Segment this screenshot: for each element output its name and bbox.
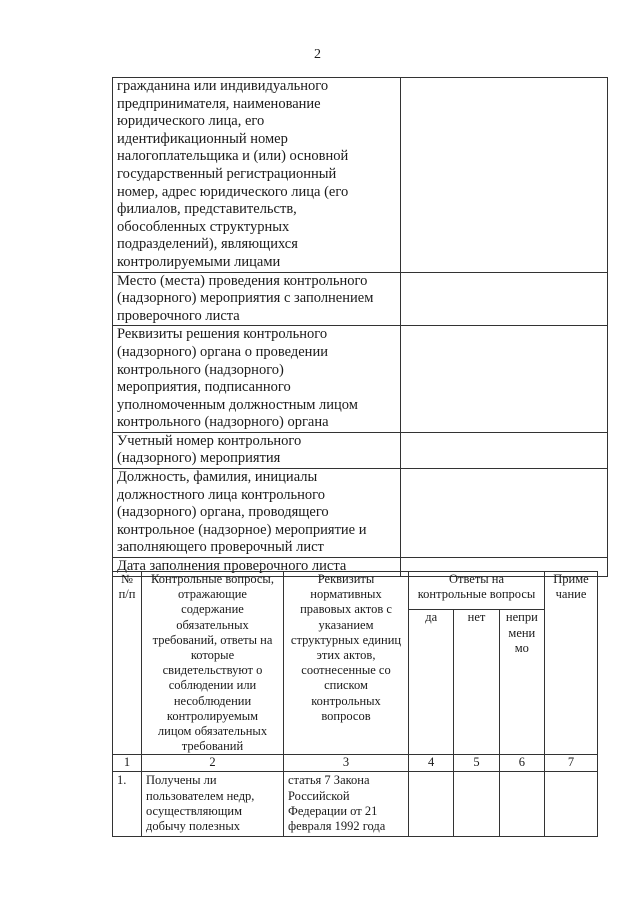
header-questions [142, 572, 284, 755]
column-number: 1 [113, 755, 142, 772]
header-yes [409, 610, 454, 755]
header-requisites-line: структурных единиц [290, 632, 402, 647]
info-row-label-line: уполномоченным должностным лицом [117, 396, 358, 413]
header-requisites-line: указанием [318, 617, 374, 632]
question-text-line: Получены ли [146, 773, 217, 788]
note-cell[interactable] [545, 772, 598, 837]
header-answers [409, 572, 545, 610]
info-row-label [113, 78, 401, 273]
header-requisites-line: вопросов [321, 708, 371, 723]
control-questions-table [112, 571, 598, 837]
answer-yes-cell[interactable] [409, 772, 454, 837]
info-row-label-line: (надзорного) мероприятия [117, 450, 281, 467]
question-requisites-line: февраля 1992 года [288, 819, 386, 834]
header-questions-line: содержание [181, 602, 244, 617]
column-number: 5 [454, 755, 499, 772]
column-number-row [113, 755, 598, 772]
info-row-value-field[interactable] [401, 432, 608, 468]
header-no [454, 610, 499, 755]
column-number: 3 [284, 755, 409, 772]
info-row-label-line: предпринимателя, наименование [117, 95, 321, 112]
info-row [113, 432, 608, 468]
info-row-label [113, 432, 401, 468]
header-questions-line: Контрольные вопросы, [151, 572, 274, 586]
column-number: 7 [545, 755, 598, 772]
header-na-line: мени [508, 625, 536, 640]
header-questions-line: свидетельствуют о [162, 663, 263, 678]
header-yes-label: да [425, 610, 438, 625]
inspection-info-table [112, 77, 608, 577]
info-row-label-line: юридического лица, его [117, 113, 265, 130]
info-row-label-line: государственный регистрационный [117, 165, 337, 182]
header-requisites-line: нормативных [310, 587, 382, 602]
question-requisites-line: Российской [288, 788, 350, 803]
question-number: 1. [113, 772, 142, 837]
question-requisites-line: Федерации от 21 [288, 803, 378, 818]
info-row-label [113, 272, 401, 326]
header-requisites-line: списком [324, 678, 368, 693]
info-row-label-line: контрольное (надзорное) мероприятие и [117, 521, 367, 538]
header-note [545, 572, 598, 755]
question-text-line: добычу полезных [146, 819, 241, 834]
column-number: 2 [142, 755, 284, 772]
header-questions-line: лицом обязательных [157, 724, 268, 739]
header-questions-line: требований [181, 739, 244, 754]
info-row-label-line: контрольного (надзорного) органа [117, 414, 329, 431]
info-row-label [113, 469, 401, 558]
info-row-label-line: контролируемыми лицами [117, 253, 281, 270]
header-questions-line: требований, ответы на [152, 632, 273, 647]
info-row-label-line: гражданина или индивидуального [117, 78, 329, 94]
info-row-value-field[interactable] [401, 78, 608, 273]
info-row-label-line: Реквизиты решения контрольного [117, 326, 328, 343]
info-row-label-line: номер, адрес юридического лица (его [117, 183, 349, 200]
answer-na-cell[interactable] [499, 772, 544, 837]
info-row-label-line: Учетный номер контрольного [117, 432, 302, 449]
info-row-label-line: Дата заполнения проверочного листа [117, 558, 347, 575]
header-requisites-line: Реквизиты [317, 572, 375, 586]
question-text [142, 772, 284, 837]
info-row-label-line: подразделений), являющихся [117, 236, 298, 253]
header-answers-line: контрольные вопросы [417, 587, 536, 602]
header-requisites-line: соотнесенные со [301, 663, 391, 678]
header-answers-line: Ответы на [448, 572, 505, 586]
header-questions-line: несоблюдении [173, 693, 252, 708]
info-row-label-line: (надзорного) органа, проводящего [117, 504, 329, 521]
header-questions-line: отражающие [178, 587, 247, 602]
header-questions-line: обязательных [176, 617, 249, 632]
question-requisites-line: статья 7 Закона [288, 773, 370, 788]
info-row [113, 78, 608, 273]
info-row-value-field[interactable] [401, 326, 608, 433]
header-questions-line: которые [190, 648, 235, 663]
info-row-label-line: обособленных структурных [117, 218, 290, 235]
header-not-applicable [499, 610, 544, 755]
header-na-line: непри [505, 610, 538, 625]
header-no-label: нет [467, 610, 486, 625]
info-row-label-line: филиалов, представительств, [117, 201, 297, 218]
info-row-label-line: идентификационный номер [117, 130, 288, 147]
header-na-line: мо [514, 640, 529, 655]
header-requisites [284, 572, 409, 755]
info-row-label-line: (надзорного) органа о проведении [117, 343, 328, 360]
info-row-label-line: (надзорного) мероприятия с заполнением [117, 290, 374, 307]
header-requisites-line: правовых актов с [300, 602, 392, 617]
info-row-label-line: Место (места) проведения контрольного [117, 272, 368, 289]
info-row-label-line: должностного лица контрольного [117, 486, 325, 503]
header-number-line: п/п [118, 587, 136, 602]
question-row [113, 772, 598, 837]
question-requisites [284, 772, 409, 837]
header-requisites-line: контрольных [311, 693, 381, 708]
question-text-line: пользователем недр, [146, 788, 255, 803]
header-note-line: чание [555, 587, 587, 602]
header-note-line: Приме [553, 572, 589, 586]
header-requisites-line: этих актов, [316, 648, 376, 663]
info-row-label-line: проверочного листа [117, 307, 240, 324]
page-number: 2 [314, 47, 321, 62]
info-row [113, 272, 608, 326]
header-questions-line: контролируемым [166, 708, 259, 723]
header-number-line: № [121, 572, 133, 586]
info-row [113, 469, 608, 558]
info-row [113, 326, 608, 433]
info-row-value-field[interactable] [401, 469, 608, 558]
column-number: 6 [499, 755, 544, 772]
column-number: 4 [409, 755, 454, 772]
header-questions-line: соблюдении или [168, 678, 257, 693]
info-row-label-line: Должность, фамилия, инициалы [117, 469, 318, 486]
answer-no-cell[interactable] [454, 772, 499, 837]
info-row-label-line: заполняющего проверочный лист [117, 539, 324, 556]
header-number [113, 572, 142, 755]
info-row-label-line: мероприятия, подписанного [117, 379, 291, 396]
info-row-label-line: налогоплательщика и (или) основной [117, 148, 349, 165]
question-text-line: осуществляющим [146, 803, 242, 818]
info-row-value-field[interactable] [401, 272, 608, 326]
info-row-label [113, 326, 401, 433]
info-row-label-line: контрольного (надзорного) [117, 361, 284, 378]
